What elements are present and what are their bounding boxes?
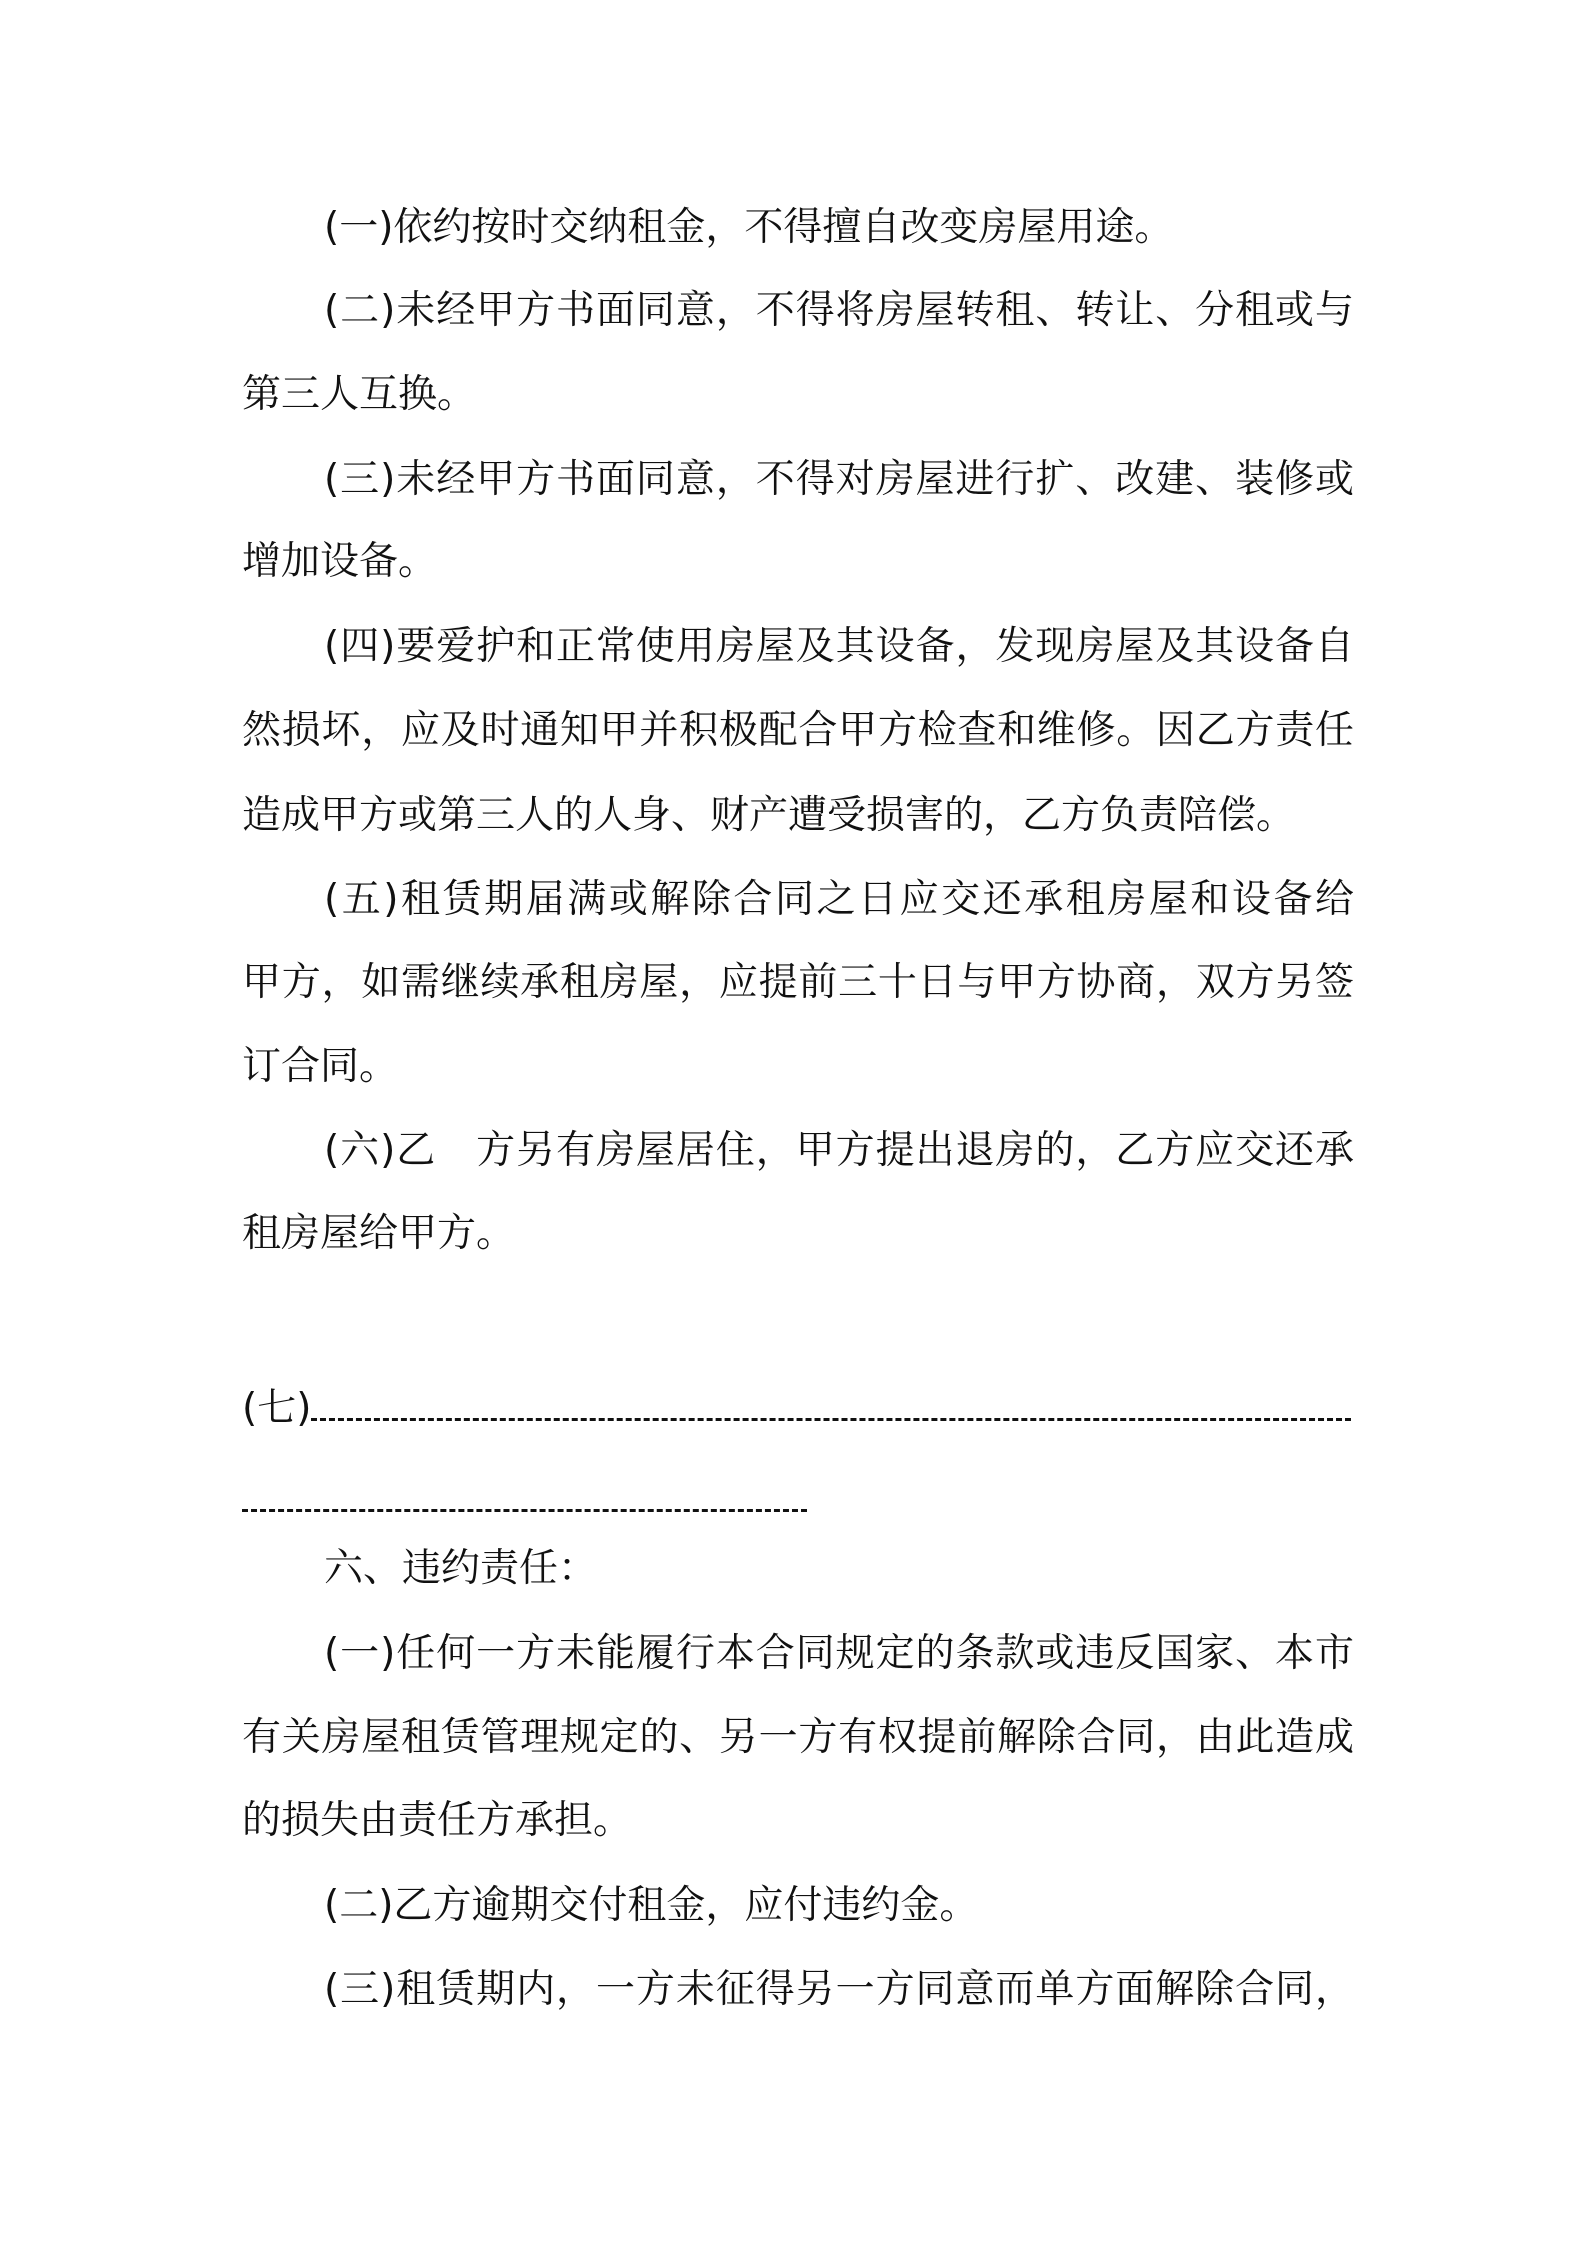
clause-text-line: 第三人互换。 [242,372,477,417]
clause-text-line: (三)未经甲方书面同意，不得对房屋进行扩、改建、装修或 [324,457,1354,502]
clause-text-line: 订合同。 [242,1044,399,1089]
clause-text-line: (三)租赁期内，一方未征得另一方同意而单方面解除合同， [324,1967,1354,2012]
blank-clause-line [242,1385,1354,1433]
fill-in-blank [242,1481,807,1512]
clause-text-line: 有关房屋租赁管理规定的、另一方有权提前解除合同，由此造成 [242,1715,1354,1760]
clause-text-line: (二)未经甲方书面同意，不得将房屋转租、转让、分租或与 [324,288,1354,333]
clause-text-line: (一)任何一方未能履行本合同规定的条款或违反国家、本市 [324,1631,1354,1676]
clause-text-line: (五)租赁期届满或解除合同之日应交还承租房屋和设备给 [324,877,1354,922]
clause-text-line: (一)依约按时交纳租金，不得擅自改变房屋用途。 [324,205,1174,250]
fill-in-blank [311,1390,1351,1421]
clause-text-line: 租房屋给甲方。 [242,1211,516,1256]
clause-text-line: 然损坏，应及时通知甲并积极配合甲方检查和维修。因乙方责任 [242,708,1354,753]
clause-label: (七) [242,1386,312,1431]
clause-text-line: 的损失由责任方承担。 [242,1798,633,1843]
clause-text-line: (二)乙方逾期交付租金，应付违约金。 [324,1883,979,1928]
clause-text-line: 造成甲方或第三人的人身、财产遭受损害的，乙方负责陪偿。 [242,793,1296,838]
clause-text-line: 甲方，如需继续承租房屋，应提前三十日与甲方协商，双方另签 [242,960,1354,1005]
clause-text-line: (四)要爱护和正常使用房屋及其设备，发现房屋及其设备自 [324,624,1354,669]
section-heading: 六、违约责任： [324,1546,598,1591]
blank-continuation-line [242,1476,1354,1524]
clause-text-line: 增加设备。 [242,539,438,584]
clause-text-line: (六)乙 方另有房屋居住，甲方提出退房的，乙方应交还承 [324,1128,1354,1173]
